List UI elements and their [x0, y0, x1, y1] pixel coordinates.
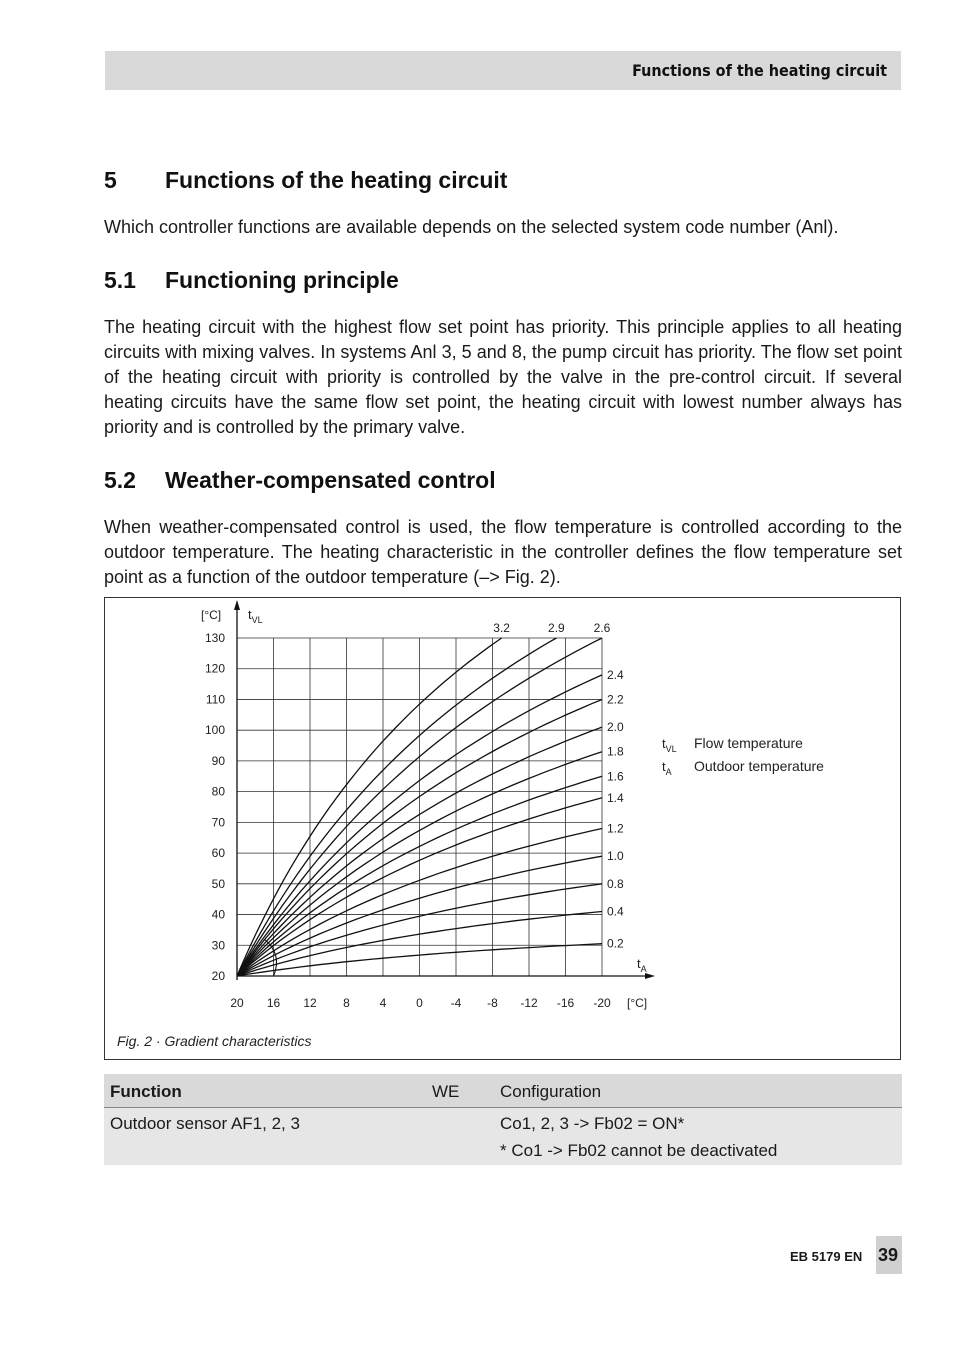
x-axis-unit: [°C] — [627, 996, 648, 1010]
y-tick-label: 120 — [204, 661, 225, 676]
y-axis-symbol: $t_{VL}$ — [248, 607, 263, 625]
page-number: 39 — [878, 1245, 899, 1265]
figure-2 — [104, 597, 901, 1060]
y-tick-label: 60 — [211, 846, 225, 861]
document-id: EB 5179 EN — [790, 1249, 863, 1264]
section-5-paragraph: Which controller functions are available depends on the selected system code number (Anl). — [104, 217, 839, 237]
series-label: 2.4 — [607, 667, 624, 682]
x-tick-label: -8 — [487, 996, 498, 1010]
x-tick-label: 8 — [343, 996, 350, 1010]
function-table — [104, 1074, 902, 1165]
series-label: 1.0 — [607, 849, 624, 864]
series-label: 1.8 — [607, 744, 624, 759]
series-label: 2.0 — [607, 720, 624, 735]
y-axis-unit: [°C] — [201, 608, 222, 622]
x-tick-label: -4 — [450, 996, 462, 1010]
section-number: 5 — [104, 167, 117, 193]
series-label: 0.4 — [607, 904, 624, 919]
cell-function: Outdoor sensor AF1, 2, 3 — [110, 1114, 300, 1133]
legend-symbol: $t_{VL}$ — [662, 736, 677, 754]
x-tick-label: 20 — [230, 996, 244, 1010]
table-row — [104, 1108, 902, 1165]
y-tick-label: 110 — [205, 692, 225, 707]
y-axis-arrow — [234, 600, 240, 610]
series-label: 1.4 — [607, 790, 624, 805]
gradient-chart — [105, 598, 900, 1028]
legend-text: Flow temperature — [694, 735, 803, 751]
y-tick-label: 20 — [211, 969, 225, 983]
series-label: 2.6 — [593, 621, 611, 635]
y-tick-label: 130 — [204, 631, 225, 645]
legend-text: Outdoor temperature — [694, 758, 824, 774]
x-tick-label: 16 — [266, 996, 281, 1010]
y-tick-label: 80 — [211, 784, 225, 799]
cell-configuration: Co1, 2, 3 -> Fb02 = ON* — [500, 1114, 685, 1133]
series-label: 3.2 — [493, 621, 510, 635]
y-tick-label: 40 — [211, 907, 225, 922]
y-tick-label: 30 — [211, 938, 225, 953]
series-label: 2.2 — [607, 692, 624, 707]
y-tick-label: 100 — [204, 723, 225, 738]
series-label: 1.6 — [607, 769, 624, 784]
running-header — [105, 51, 901, 90]
x-tick-label: 4 — [379, 996, 387, 1010]
x-tick-label: -20 — [593, 996, 611, 1010]
section-5-heading — [104, 167, 507, 194]
section-5-1-paragraph: The heating circuit with the highest flow set point has priority. This principle applies to all heating circuits with mixing valves. In systems Anl 3, 5 and 8, the pump circuit has priority. The flow set point of the heating circuit with priority is controlled by the valve in the pre-control circuit. If several heating circuits have the same flow set point, the heating circuit with lowest number always has priority and is controlled by the primary valve. — [104, 317, 902, 437]
header-we: WE — [432, 1082, 460, 1101]
series-label: 2.9 — [548, 621, 565, 635]
section-5-2-heading — [104, 467, 496, 494]
page-number-box — [876, 1236, 902, 1274]
series-label: 0.2 — [607, 936, 624, 951]
x-axis-symbol: $t_A$ — [637, 956, 647, 974]
section-title: Weather-compensated control — [165, 467, 496, 493]
legend-symbol: $t_A$ — [662, 759, 672, 777]
y-tick-label: 90 — [211, 753, 225, 768]
x-tick-label: 12 — [303, 996, 317, 1010]
section-title: Functioning principle — [165, 267, 399, 293]
table-header-row — [104, 1074, 902, 1108]
x-tick-label: -16 — [556, 996, 575, 1010]
x-tick-label: 0 — [416, 996, 423, 1010]
section-number: 5.2 — [104, 467, 136, 493]
running-header-title: Functions of the heating circuit — [632, 61, 887, 80]
section-5-2-paragraph: When weather-compensated control is used, the flow temperature is controlled according to the outdoor temperature. The heating characteristic in the controller defines the flow temperature set point as a function of the outdoor temperature (–> Fig. 2). — [104, 517, 902, 587]
header-configuration: Configuration — [500, 1082, 602, 1101]
series-label: 0.8 — [607, 876, 624, 891]
section-title: Functions of the heating circuit — [165, 167, 508, 193]
section-5-1-heading — [104, 267, 399, 294]
header-function: Function — [110, 1082, 182, 1101]
figure-caption: Fig. 2 · Gradient characteristics — [117, 1033, 312, 1049]
series-label: 1.2 — [607, 821, 624, 836]
cell-configuration-note: * Co1 -> Fb02 cannot be deactivated — [500, 1141, 778, 1160]
y-tick-label: 50 — [211, 876, 225, 891]
y-tick-label: 70 — [211, 815, 225, 830]
x-tick-label: -12 — [520, 996, 538, 1010]
section-number: 5.1 — [104, 267, 136, 293]
